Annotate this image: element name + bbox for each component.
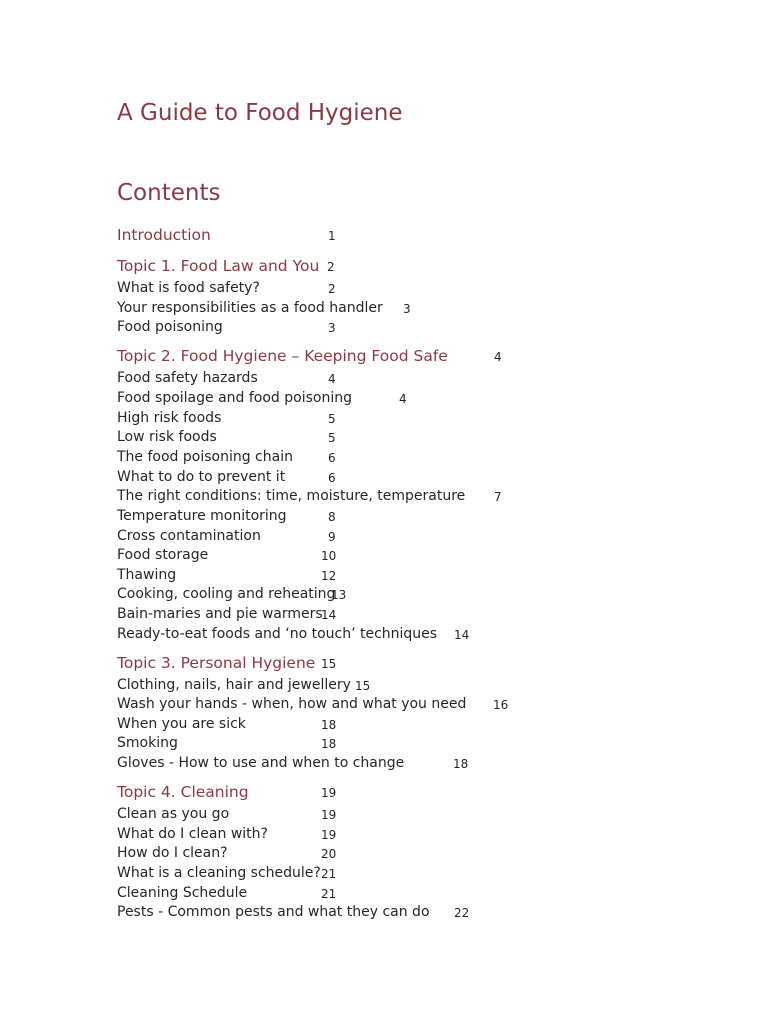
toc-entry-label: Cooking, cooling and reheating [117, 586, 336, 602]
toc-entry-label: Gloves - How to use and when to change [117, 755, 405, 771]
toc-entry-row[interactable] [117, 755, 617, 775]
toc-entry-label: Cleaning Schedule [117, 885, 248, 901]
toc-entry-label: Food safety hazards [117, 370, 258, 386]
toc-page-number: 4 [494, 350, 502, 364]
toc-entry-label: What to do to prevent it [117, 469, 286, 485]
toc-page-number: 13 [331, 588, 347, 602]
toc-page-number: 1 [328, 229, 336, 243]
toc-page-number: 14 [321, 608, 337, 622]
toc-page-number: 19 [321, 828, 337, 842]
toc-topic-row[interactable] [117, 347, 617, 367]
toc-page-number: 4 [328, 372, 336, 386]
toc-entry-row[interactable] [117, 845, 617, 865]
toc-topic-label: Introduction [117, 226, 211, 244]
toc-entry-row[interactable] [117, 904, 617, 924]
toc-entry-row[interactable] [117, 319, 617, 339]
toc-entry-label: What is a cleaning schedule? [117, 865, 321, 881]
toc-entry-label: High risk foods [117, 410, 222, 426]
toc-entry-label: Your responsibilities as a food handler [117, 300, 383, 316]
toc-entry-label: The food poisoning chain [117, 449, 293, 465]
toc-page-number: 14 [454, 628, 470, 642]
toc-entry-row[interactable] [117, 865, 617, 885]
toc-topic-label: Topic 4. Cleaning [117, 783, 249, 801]
toc-page-number: 15 [321, 657, 337, 671]
toc-page-number: 20 [321, 847, 337, 861]
toc-page-number: 6 [328, 471, 336, 485]
toc-page-number: 12 [321, 569, 337, 583]
toc-entry-row[interactable] [117, 410, 617, 430]
toc-entry-label: Food spoilage and food poisoning [117, 390, 352, 406]
toc-entry-label: The right conditions: time, moisture, temperature [117, 488, 466, 504]
toc-page-number: 21 [321, 867, 337, 881]
toc-entry-row[interactable] [117, 586, 617, 606]
toc-entry-row[interactable] [117, 696, 617, 716]
toc-page-number: 6 [328, 451, 336, 465]
toc-page-number: 7 [494, 490, 502, 504]
toc-entry-row[interactable] [117, 606, 617, 626]
toc-entry-row[interactable] [117, 547, 617, 567]
toc-entry-label: What is food safety? [117, 280, 260, 296]
toc-entry-row[interactable] [117, 449, 617, 469]
toc-page-number: 18 [453, 757, 469, 771]
toc-entry-row[interactable] [117, 826, 617, 846]
toc-entry-label: Pests - Common pests and what they can do [117, 904, 430, 920]
toc-entry-row[interactable] [117, 716, 617, 736]
toc-entry-label: Wash your hands - when, how and what you need [117, 696, 467, 712]
toc-page-number: 5 [328, 431, 336, 445]
toc-entry-label: Food poisoning [117, 319, 223, 335]
toc-entry-row[interactable] [117, 806, 617, 826]
toc-topic-row[interactable] [117, 257, 617, 277]
toc-entry-label: What do I clean with? [117, 826, 268, 842]
toc-page-number: 3 [403, 302, 411, 316]
toc-page-number: 8 [328, 510, 336, 524]
toc-entry-row[interactable] [117, 677, 617, 697]
toc-entry-label: Smoking [117, 735, 178, 751]
toc-entry-row[interactable] [117, 508, 617, 528]
toc-page-number: 22 [454, 906, 470, 920]
toc-entry-row[interactable] [117, 885, 617, 905]
toc-page-number: 2 [328, 282, 336, 296]
toc-topic-row[interactable] [117, 783, 617, 803]
toc-page-number: 10 [321, 549, 337, 563]
document-title: A Guide to Food Hygiene [117, 100, 403, 126]
toc-page-number: 19 [321, 808, 337, 822]
toc-entry-label: Temperature monitoring [117, 508, 287, 524]
toc-entry-label: Low risk foods [117, 429, 217, 445]
toc-page-number: 3 [328, 321, 336, 335]
toc-entry-label: Food storage [117, 547, 209, 563]
toc-topic-label: Topic 2. Food Hygiene – Keeping Food Safe [117, 347, 448, 365]
toc-entry-row[interactable] [117, 567, 617, 587]
toc-entry-label: Cross contamination [117, 528, 261, 544]
toc-page-number: 18 [321, 718, 337, 732]
toc-entry-row[interactable] [117, 280, 617, 300]
toc-entry-row[interactable] [117, 300, 617, 320]
toc-topic-row[interactable] [117, 226, 617, 246]
toc-entry-label: Thawing [117, 567, 177, 583]
toc-page-number: 2 [327, 260, 335, 274]
toc-entry-row[interactable] [117, 528, 617, 548]
toc-entry-row[interactable] [117, 469, 617, 489]
toc-entry-row[interactable] [117, 390, 617, 410]
toc-entry-row[interactable] [117, 429, 617, 449]
toc-topic-label: Topic 1. Food Law and You [117, 257, 320, 275]
toc-entry-row[interactable] [117, 735, 617, 755]
toc-entry-row[interactable] [117, 626, 617, 646]
toc-entry-label: Clothing, nails, hair and jewellery [117, 677, 351, 693]
toc-entry-label: When you are sick [117, 716, 246, 732]
toc-entry-label: Ready-to-eat foods and ‘no touch’ techniques [117, 626, 438, 642]
toc-page-number: 16 [493, 698, 509, 712]
toc-entry-row[interactable] [117, 488, 617, 508]
toc-entry-label: How do I clean? [117, 845, 228, 861]
toc-topic-row[interactable] [117, 654, 617, 674]
toc-page-number: 15 [355, 679, 371, 693]
toc-page-number: 5 [328, 412, 336, 426]
toc-page-number: 21 [321, 887, 337, 901]
toc-page-number: 18 [321, 737, 337, 751]
toc-entry-label: Bain-maries and pie warmers [117, 606, 323, 622]
toc-topic-label: Topic 3. Personal Hygiene [117, 654, 316, 672]
toc-entry-row[interactable] [117, 370, 617, 390]
contents-heading: Contents [117, 180, 221, 206]
toc-page-number: 19 [321, 786, 337, 800]
toc-page-number: 9 [328, 530, 336, 544]
toc-page-number: 4 [399, 392, 407, 406]
toc-entry-label: Clean as you go [117, 806, 230, 822]
